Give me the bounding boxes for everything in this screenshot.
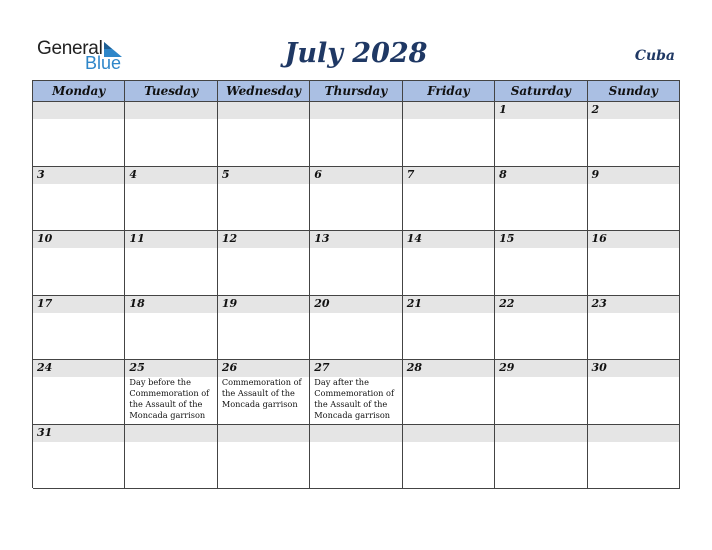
calendar-title: July 2028 <box>284 38 428 69</box>
weekday-header-friday: Friday <box>403 81 495 102</box>
holiday-event-text: Day after the Commemoration of the Assault of the Moncada garrison <box>314 377 394 420</box>
day-number: 2 <box>591 103 600 116</box>
day-number: 22 <box>499 296 515 310</box>
day-number-bar <box>403 231 494 248</box>
day-number-bar <box>218 167 309 184</box>
day-cell[interactable] <box>403 296 495 361</box>
day-cell[interactable] <box>588 102 680 167</box>
day-number-bar <box>310 231 401 248</box>
day-number-bar <box>33 231 124 248</box>
weekday-header-saturday: Saturday <box>495 81 587 102</box>
day-number-bar <box>588 425 679 442</box>
country-label: Cuba <box>634 48 675 64</box>
day-cell[interactable] <box>218 425 310 490</box>
week-row <box>33 360 680 425</box>
day-number-bar <box>588 360 679 377</box>
week-row <box>33 231 680 296</box>
day-cell[interactable] <box>33 102 125 167</box>
day-cell[interactable] <box>310 167 402 232</box>
day-number: 19 <box>221 296 238 310</box>
day-cell[interactable] <box>218 360 310 425</box>
day-number: 27 <box>314 361 330 374</box>
day-cell[interactable] <box>33 231 125 296</box>
day-number-bar <box>403 296 494 313</box>
holiday-event-text: Day before the Commemoration of the Assault of the Moncada garrison <box>129 377 210 420</box>
day-cell[interactable] <box>310 360 402 425</box>
day-number-bar <box>495 425 586 442</box>
day-cell[interactable] <box>125 102 217 167</box>
holiday-event-text: Commemoration of the Assault of the Moncada garrison <box>221 377 302 409</box>
day-number-bar <box>310 425 401 442</box>
day-number-bar <box>403 167 494 184</box>
day-number: 17 <box>37 296 53 310</box>
day-cell[interactable] <box>218 102 310 167</box>
day-number-bar <box>495 360 586 377</box>
day-number-bar <box>588 102 679 119</box>
day-cell[interactable] <box>403 231 495 296</box>
day-number-bar <box>588 231 679 248</box>
day-number-bar <box>495 167 586 184</box>
day-cell[interactable] <box>588 296 680 361</box>
day-number: 5 <box>221 167 230 181</box>
day-cell[interactable] <box>33 425 125 490</box>
day-number-bar <box>125 296 216 313</box>
day-cell[interactable] <box>125 296 217 361</box>
day-number: 11 <box>129 232 145 245</box>
day-number-bar <box>125 360 216 377</box>
day-cell[interactable] <box>495 360 587 425</box>
week-row <box>33 296 680 361</box>
day-number-bar <box>495 231 586 248</box>
day-number: 20 <box>314 296 330 310</box>
day-number: 16 <box>591 232 607 245</box>
day-cell[interactable] <box>33 360 125 425</box>
day-number-bar <box>125 231 216 248</box>
day-cell[interactable] <box>588 231 680 296</box>
day-number: 8 <box>499 167 507 181</box>
day-number-bar <box>33 102 124 119</box>
day-number: 12 <box>221 232 238 245</box>
day-cell[interactable] <box>403 425 495 490</box>
brand-name-blue: Blue <box>85 53 122 73</box>
day-cell[interactable] <box>588 167 680 232</box>
day-cell[interactable] <box>33 296 125 361</box>
day-cell[interactable] <box>33 167 125 232</box>
day-number: 28 <box>406 361 422 374</box>
weekday-header-monday: Monday <box>33 81 125 102</box>
day-cell[interactable] <box>218 296 310 361</box>
day-cell[interactable] <box>310 425 402 490</box>
day-number-bar <box>125 102 216 119</box>
weekday-header-wednesday: Wednesday <box>218 81 310 102</box>
day-cell[interactable] <box>403 102 495 167</box>
day-number-bar <box>588 167 679 184</box>
day-number: 7 <box>406 167 415 181</box>
day-number: 14 <box>406 232 422 245</box>
day-number: 1 <box>499 103 507 116</box>
day-number-bar <box>33 425 124 442</box>
day-number: 25 <box>129 361 145 374</box>
day-number-bar <box>588 296 679 313</box>
day-number-bar <box>403 425 494 442</box>
weekday-header-sunday: Sunday <box>588 81 680 102</box>
day-number: 24 <box>37 361 53 374</box>
day-number: 31 <box>37 425 53 439</box>
day-number: 10 <box>37 232 53 245</box>
day-cell[interactable] <box>495 425 587 490</box>
day-number: 9 <box>591 167 600 181</box>
day-cell[interactable] <box>495 167 587 232</box>
week-row <box>33 167 680 232</box>
day-number: 3 <box>37 167 45 181</box>
day-cell[interactable] <box>125 231 217 296</box>
day-number: 26 <box>221 361 238 374</box>
day-number: 13 <box>314 232 330 245</box>
day-number: 6 <box>314 167 322 181</box>
day-number: 18 <box>129 296 145 310</box>
day-number-bar <box>218 360 309 377</box>
day-cell[interactable] <box>310 102 402 167</box>
day-cell[interactable] <box>218 231 310 296</box>
day-number-bar <box>125 425 216 442</box>
day-number-bar <box>218 102 309 119</box>
day-number-bar <box>403 360 494 377</box>
day-cell[interactable] <box>125 360 217 425</box>
day-number: 30 <box>591 361 607 374</box>
brand-name-general: General <box>37 38 103 59</box>
day-number-bar <box>218 425 309 442</box>
day-number-bar <box>495 102 586 119</box>
day-number-bar <box>310 360 401 377</box>
day-number-bar <box>218 231 309 248</box>
day-number-bar <box>310 296 401 313</box>
day-number: 29 <box>499 361 515 374</box>
weekday-header-tuesday: Tuesday <box>125 81 217 102</box>
day-number-bar <box>310 167 401 184</box>
day-cell[interactable] <box>125 425 217 490</box>
calendar-body <box>33 102 680 489</box>
day-cell[interactable] <box>403 167 495 232</box>
day-cell[interactable] <box>125 167 217 232</box>
day-cell[interactable] <box>495 231 587 296</box>
day-cell[interactable] <box>495 102 587 167</box>
day-cell[interactable] <box>403 360 495 425</box>
day-number-bar <box>218 296 309 313</box>
day-cell[interactable] <box>588 360 680 425</box>
calendar-grid <box>32 80 680 488</box>
day-cell[interactable] <box>310 231 402 296</box>
day-number-bar <box>33 167 124 184</box>
weekday-header-thursday: Thursday <box>310 81 402 102</box>
day-number: 15 <box>499 232 515 245</box>
week-row <box>33 425 680 490</box>
day-number-bar <box>403 102 494 119</box>
day-number: 21 <box>406 296 422 310</box>
day-number: 23 <box>591 296 607 310</box>
day-number-bar <box>125 167 216 184</box>
day-cell[interactable] <box>588 425 680 490</box>
day-number-bar <box>33 360 124 377</box>
day-cell[interactable] <box>495 296 587 361</box>
day-number-bar <box>495 296 586 313</box>
day-number-bar <box>33 296 124 313</box>
day-number-bar <box>310 102 401 119</box>
day-number: 4 <box>129 167 138 181</box>
weekday-header-row <box>33 81 680 102</box>
week-row <box>33 102 680 167</box>
day-cell[interactable] <box>310 296 402 361</box>
day-cell[interactable] <box>218 167 310 232</box>
